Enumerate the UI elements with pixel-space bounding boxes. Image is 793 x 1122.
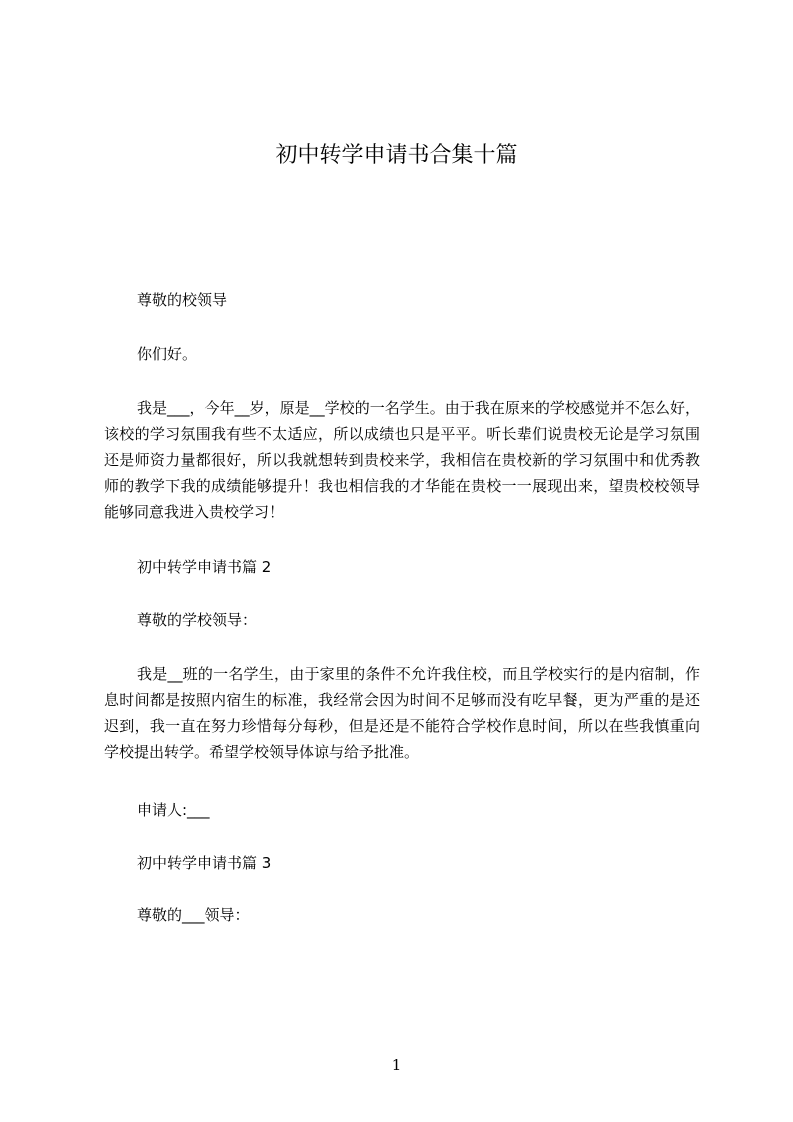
greeting: 你们好。 (137, 345, 198, 363)
body-paragraph-2: 我是__班的一名学生，由于家里的条件不允许我住校，而且学校实行的是内宿制，作息时间都是按照内宿生的标准，我经常会因为时间不足够而没有吃早餐，更为严重的是还迟到，我一直在努力珍惜每分每秒，但是还是不能符合学校作息时间，所以在些我慎重向学校提出转学。希望学校领导体谅与给予批准。 (104, 665, 700, 761)
applicant-signature-line: 申请人:___ (137, 801, 210, 819)
section-heading-3: 初中转学申请书篇 3 (137, 854, 272, 872)
body-paragraph-1: 我是___，今年__岁，原是__学校的一名学生。由于我在原来的学校感觉并不怎么好，该校的学习氛围我有些不太适应，所以成绩也只是平平。听长辈们说贵校无论是学习氛围还是师资力量都很好，所以我就想转到贵校来学，我相信在贵校新的学习氛围中和优秀教师的教学下我的成绩能够提升！我也相信我的才华能在贵校一一展现出来，望贵校校领导能够同意我进入贵校学习！ (104, 399, 700, 521)
section-heading-2: 初中转学申请书篇 2 (137, 558, 272, 576)
page-number: 1 (391, 1056, 402, 1074)
document-title: 初中转学申请书合集十篇 (275, 143, 518, 168)
salutation-school-leaders: 尊敬的校领导 (137, 291, 228, 309)
salutation-section-3: 尊敬的___领导： (137, 906, 250, 924)
salutation-school-leadership: 尊敬的学校领导： (137, 611, 258, 629)
